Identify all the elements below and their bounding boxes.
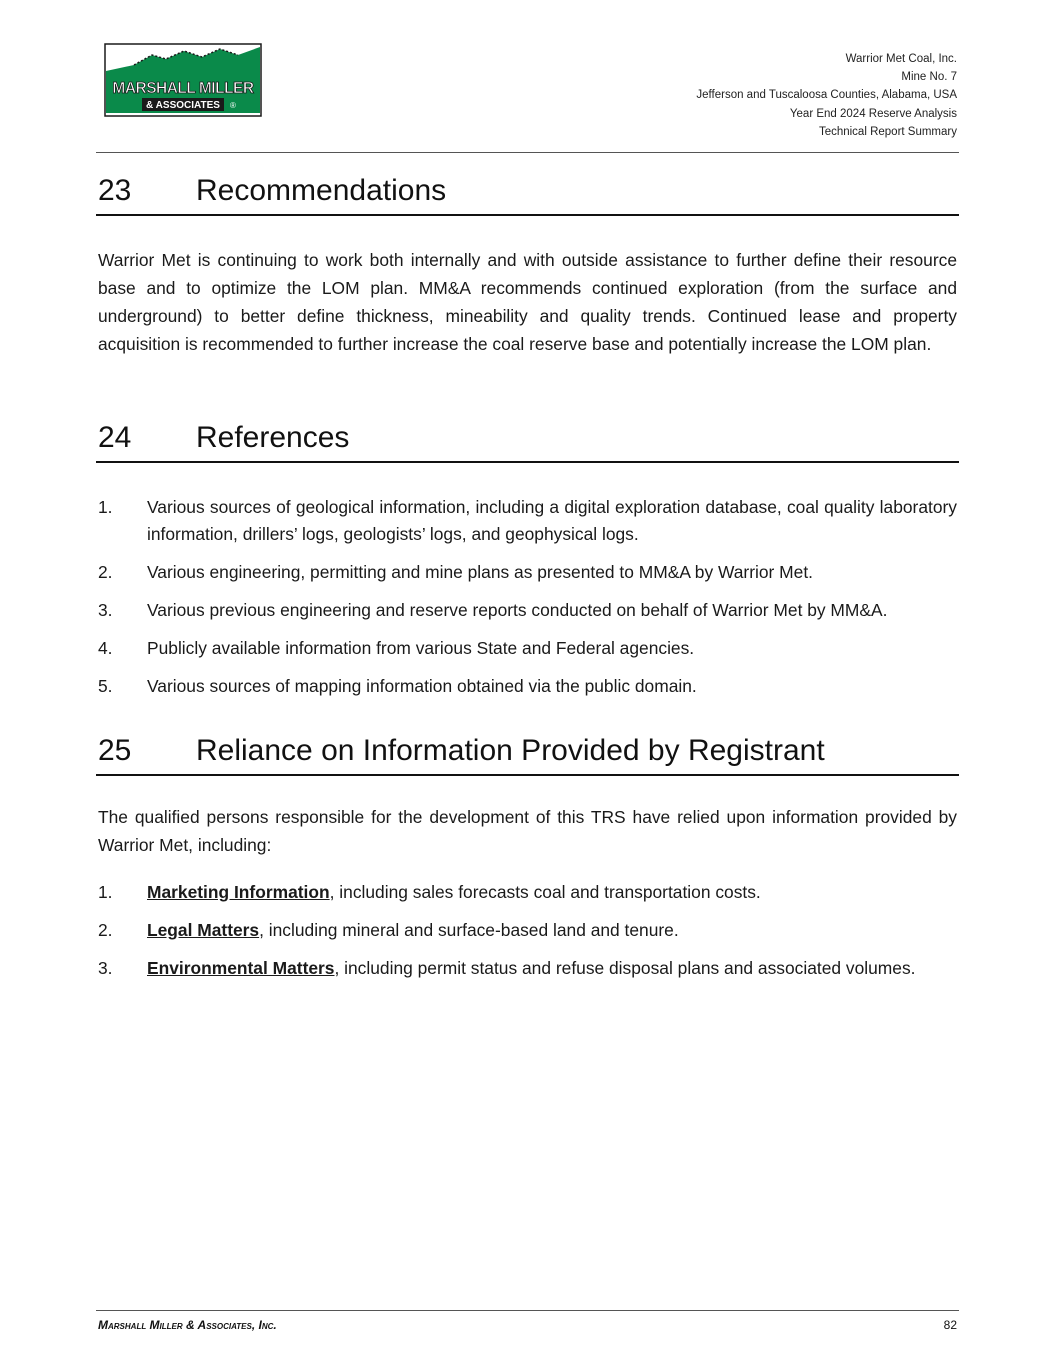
footer-divider <box>96 1310 959 1311</box>
list-number: 4. <box>98 638 113 658</box>
list-number: 3. <box>98 600 113 620</box>
references-list <box>98 494 957 711</box>
recommendations-paragraph: Warrior Met is continuing to work both internally and with outside assistance to further define their resource base and to optimize the LOM plan. MM&A recommends continued exploration (from the surface and underground) to better define thickness, mineability and quality trends. Continued lease and property acquisition is recommended to further increase the coal reserve base and potentially increase the LOM plan. <box>98 250 957 354</box>
header-info <box>696 50 957 141</box>
list-item <box>98 673 957 700</box>
header-analysis: Year End 2024 Reserve Analysis <box>789 107 957 120</box>
header-company: Warrior Met Coal, Inc. <box>845 53 957 65</box>
section-title: References <box>196 421 350 454</box>
marshall-miller-logo <box>104 43 262 117</box>
section-25-heading <box>96 734 959 776</box>
list-item <box>98 879 957 906</box>
list-item <box>98 559 957 586</box>
section-23-heading <box>96 174 959 216</box>
list-text: , including mineral and surface-based land and tenure. <box>259 920 679 940</box>
logo-registered-mark: ® <box>230 101 236 110</box>
list-text: Various engineering, permitting and mine plans as presented to MM&A by Warrior Met. <box>147 562 813 582</box>
list-item <box>98 494 957 548</box>
list-text: Various previous engineering and reserve reports conducted on behalf of Warrior Met by MM&A. <box>147 600 888 620</box>
list-text: Various sources of geological information, including a digital exploration database, coal quality laboratory information, drillers’ logs, geologists’ logs, and geophysical logs. <box>147 497 957 544</box>
list-item <box>98 917 957 944</box>
list-text: , including permit status and refuse disposal plans and associated volumes. <box>334 958 916 978</box>
list-number: 3. <box>98 958 113 978</box>
logo-text-line2: & ASSOCIATES <box>146 100 220 111</box>
list-number: 1. <box>98 882 113 902</box>
page-number: 82 <box>943 1318 957 1332</box>
list-text: Publicly available information from various State and Federal agencies. <box>147 638 695 658</box>
section-24-heading <box>96 421 959 463</box>
list-number: 2. <box>98 562 113 582</box>
list-item <box>98 635 957 662</box>
section-number: 24 <box>98 421 132 454</box>
header-location: Jefferson and Tuscaloosa Counties, Alabama, USA <box>696 89 957 102</box>
list-lead: Environmental Matters <box>147 958 335 978</box>
list-text: Various sources of mapping information obtained via the public domain. <box>147 676 697 696</box>
reliance-list <box>98 879 957 993</box>
section-title: Recommendations <box>196 174 447 207</box>
header-mine: Mine No. 7 <box>901 71 957 84</box>
list-lead: Legal Matters <box>147 920 260 940</box>
list-text: , including sales forecasts coal and transportation costs. <box>329 882 761 902</box>
header-divider <box>96 152 959 153</box>
list-lead: Marketing Information <box>147 882 330 902</box>
footer-company: Marshall Miller & Associates, Inc. <box>98 1318 277 1332</box>
list-number: 5. <box>98 676 113 696</box>
list-item <box>98 955 957 982</box>
section-title: Reliance on Information Provided by Registrant <box>196 734 825 767</box>
logo-text-line1: MARSHALL MILLER <box>112 80 254 97</box>
section-number: 25 <box>98 734 132 767</box>
list-item <box>98 597 957 624</box>
reliance-paragraph: The qualified persons responsible for the development of this TRS have relied upon information provided by Warrior Met, including: <box>98 807 957 855</box>
list-number: 1. <box>98 497 113 517</box>
header-report-type: Technical Report Summary <box>818 125 957 138</box>
list-number: 2. <box>98 920 113 940</box>
section-number: 23 <box>98 174 132 207</box>
